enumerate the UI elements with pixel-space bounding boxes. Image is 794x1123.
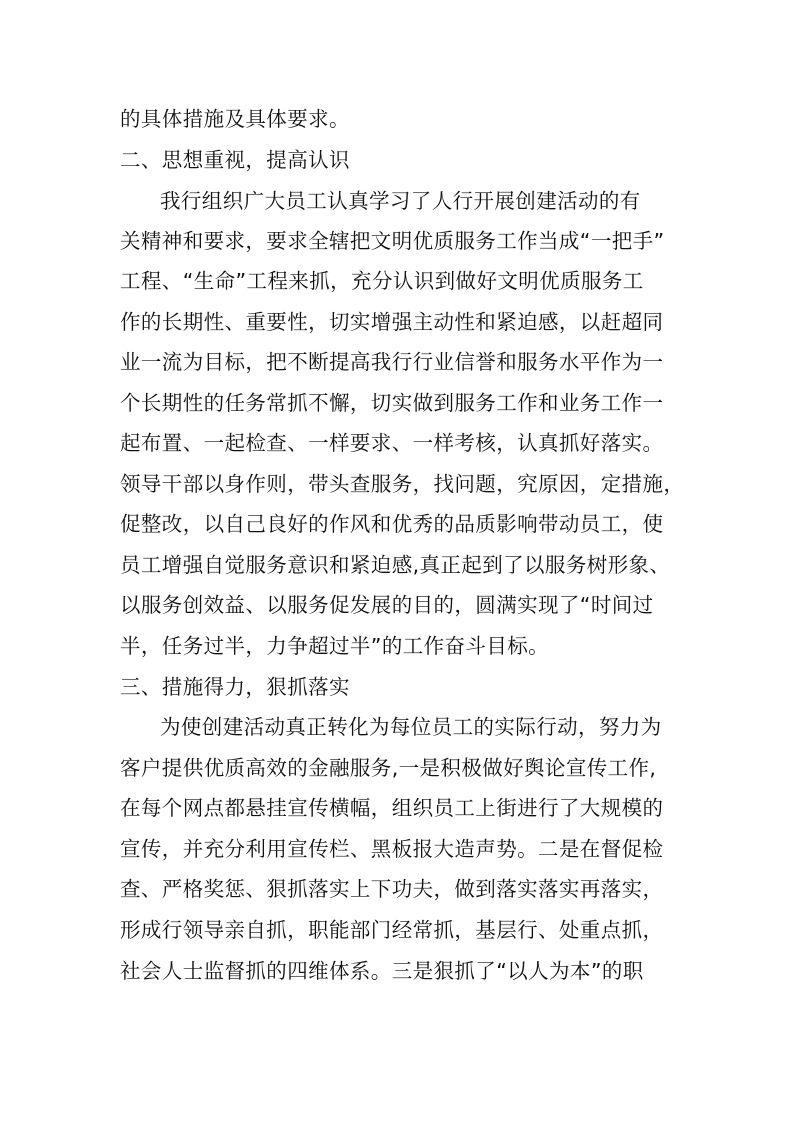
paragraph-line: 个长期性的任务常抓不懈，切实做到服务工作和业务工作一	[120, 391, 664, 415]
paragraph-line: 员工增强自觉服务意识和紧迫感,真正起到了以服务树形象、	[120, 553, 671, 577]
paragraph-line: 为使创建活动真正转化为每位员工的实际行动，努力为	[160, 715, 662, 739]
section-heading: 三、措施得力，狠抓落实	[120, 675, 350, 699]
paragraph-line: 社会人士监督抓的四维体系。三是狠抓了“以人为本”的职	[120, 959, 644, 983]
paragraph-line: 在每个网点都悬挂宣传横幅，组织员工上街进行了大规模的	[120, 796, 664, 820]
section-heading: 二、思想重视，提高认识	[120, 148, 350, 172]
paragraph-line: 业一流为目标，把不断提高我行行业信誉和服务水平作为一	[120, 350, 664, 374]
paragraph-line: 客户提供优质高效的金融服务,一是积极做好舆论宣传工作,	[120, 756, 657, 780]
paragraph-line: 起布置、一起检查、一样要求、一样考核，认真抓好落实。	[120, 431, 664, 455]
paragraph-line: 我行组织广大员工认真学习了人行开展创建活动的有	[160, 189, 641, 213]
paragraph-line: 形成行领导亲自抓，职能部门经常抓，基层行、处重点抓，	[120, 918, 664, 942]
paragraph-line: 工程、“生命”工程来抓，充分认识到做好文明优质服务工	[120, 269, 644, 293]
paragraph-line: 领导干部以身作则，带头查服务，找问题，究原因，定措施，	[120, 472, 685, 496]
paragraph-line: 作的长期性、重要性，切实增强主动性和紧迫感，以赶超同	[120, 310, 664, 334]
paragraph-line: 关精神和要求，要求全辖把文明优质服务工作当成“一把手”	[120, 229, 665, 253]
paragraph-line: 的具体措施及具体要求。	[120, 107, 350, 131]
paragraph-line: 查、严格奖惩、狠抓落实上下功夫，做到落实落实再落实，	[120, 877, 664, 901]
paragraph-line: 宣传，并充分利用宣传栏、黑板报大造声势。二是在督促检	[120, 837, 664, 861]
paragraph-line: 半，任务过半，力争超过半”的工作奋斗目标。	[120, 634, 550, 658]
paragraph-line: 促整改，以自己良好的作风和优秀的品质影响带动员工，使	[120, 512, 664, 536]
paragraph-line: 以服务创效益、以服务促发展的目的，圆满实现了“时间过	[120, 593, 654, 617]
